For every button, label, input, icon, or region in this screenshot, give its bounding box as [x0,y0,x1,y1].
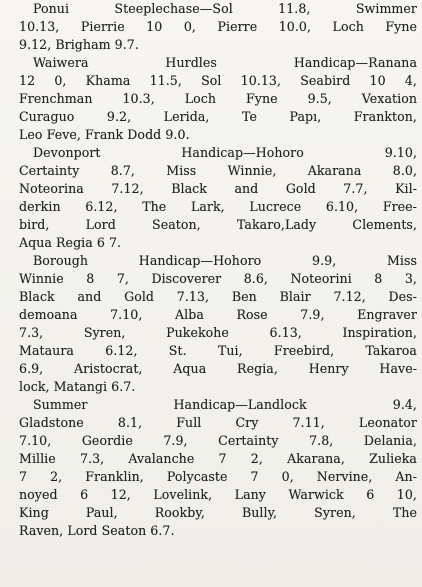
entry-line: Certainty 8.7, Miss Winnie, Akarana 8.0, [19,163,417,178]
entry-line: Black and Gold 7.13, Ben Blair 7.12, Des- [19,289,417,304]
entry-line: King Paul, Rookby, Bully, Syren, The [19,505,417,520]
entry-line: 7.10, Geordie 7.9, Certainty 7.8, Delania, [19,433,417,448]
entry-line: 7.3, Syren, Pukekohe 6.13, Inspiration, [19,325,417,340]
entry-line: Waiwera Hurdles Handicap—Ranana [33,55,417,70]
entry-line: Gladstone 8.1, Full Cry 7.11, Leonator [19,415,417,430]
entry-line: Borough Handicap—Hohoro 9.9, Miss [33,253,417,268]
entry-line: Curaguo 9.2, Lerida, Te Papı, Frankton, [19,109,417,124]
entry-line: 7 2, Franklin, Polycaste 7 0, Nervine, An- [19,469,417,484]
entry-line: noyed 6 12, Lovelink, Lany Warwick 6 10, [19,487,417,502]
entry-line: Aqua Regia 6 7. [19,235,122,250]
entry-line: lock, Matangi 6.7. [19,379,136,394]
entry-line: Summer Handicap—Landlock 9.4, [33,397,417,412]
entry-line: Raven, Lord Seaton 6.7. [19,523,175,538]
entry-line: Frenchman 10.3, Loch Fyne 9.5, Vexation [19,91,417,106]
entry-line: 9.12, Brigham 9.7. [19,37,139,52]
race-entry-waiwera [3,54,417,144]
entry-line: 10.13, Pierrie 10 0, Pierre 10.0, Loch Fyne [19,19,417,34]
entry-line: 6.9, Aristocrat, Aqua Regia, Henry Have- [19,361,417,376]
race-entry-borough [3,252,417,396]
entry-line: Ponui Steeplechase—Sol 11.8, Swimmer [33,1,417,16]
entry-line: demoana 7.10, Alba Rose 7.9, Engraver [19,307,417,322]
entry-line: bird, Lord Seaton, Takaro,Lady Clements, [19,217,417,232]
entry-line: Mataura 6.12, St. Tui, Freebird, Takaroa [19,343,417,358]
entry-line: Millie 7.3, Avalanche 7 2, Akarana, Zulieka [19,451,417,466]
race-entry-summer [3,396,417,540]
race-entry-devonport [3,144,417,252]
race-handicaps-column [3,0,417,540]
entry-line: 12 0, Khama 11.5, Sol 10.13, Seabird 10 4, [19,73,417,88]
entry-line: Winnie 8 7, Discoverer 8.6, Noteorini 8 3, [19,271,417,286]
entry-line: Noteorina 7.12, Black and Gold 7.7, Kil- [19,181,417,196]
entry-line: Devonport Handicap—Hohoro 9.10, [33,145,417,160]
entry-line: derkin 6.12, The Lark, Lucrece 6.10, Free- [19,199,417,214]
entry-line: Leo Feve, Frank Dodd 9.0. [19,127,190,142]
race-entry-ponui [3,0,417,54]
